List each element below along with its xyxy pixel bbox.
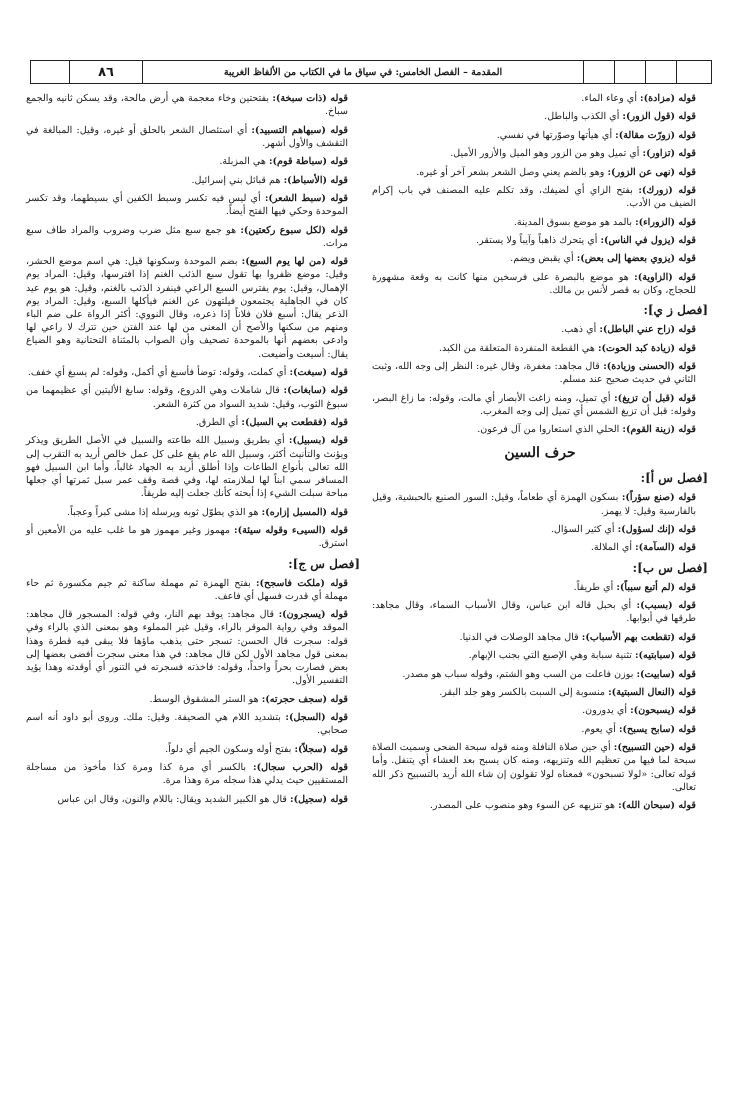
entry-text: أي كثير السؤال. (550, 524, 618, 536)
entry-text: مهموز وغير مهموز هو ما غلب عليه من الأمعين أو استرق. (26, 524, 348, 550)
entry-text: هو الذي يطوّل ثوبه ويرسله إذا مشى كبراً وعجباً. (67, 506, 262, 518)
entry-term: قوله (يزول في الناس): (600, 234, 696, 246)
gloss-entry (372, 668, 708, 681)
entry-term: قوله (لكل سبوع ركعتين): (240, 224, 348, 236)
entry-text: أي يدورون. (582, 705, 631, 717)
entry-text: بفتح الزاي أي لضيفك، وقد تكلم عليه المصنف في باب إكرام الضيف من الأدب. (372, 184, 696, 210)
entry-text: قال مجاهد: مغفرة، وقال غيره: النظر إلى وجه الله، وثبت الثاني في حديث صحيح عند مسلم. (372, 361, 696, 386)
gloss-entry (26, 743, 360, 756)
entry-term: قوله (سابغات): (283, 385, 348, 397)
entry-term: قوله (السجل): (285, 711, 348, 723)
entry-term: قوله (يسبحون): (630, 705, 696, 717)
entry-text: هو موضع بالبصرة على فرسخين منها كانت به وقعة مشهورة للحجاج، وكان به قصر لأنس بن مالك. (372, 271, 696, 296)
gloss-entry (26, 416, 360, 429)
gloss-entry (372, 686, 708, 699)
entry-text: هو جمع سبع مثل ضرب وضروب والمراد طاف سبع مرات. (26, 224, 348, 249)
gloss-entry (26, 155, 360, 168)
gloss-entry (26, 174, 360, 187)
entry-text: أي كملت، وقوله: توضأ فأسبغ أي أكمل، وقوله: لم يسبغ أي خفف. (27, 366, 290, 378)
entry-text: أي وعاء الماء. (581, 93, 641, 104)
gloss-entry (26, 384, 360, 410)
gloss-entry (372, 599, 708, 625)
header-cell-empty (584, 61, 615, 83)
gloss-entry (372, 271, 708, 297)
gloss-entry (372, 129, 708, 142)
entry-term: قوله (تزاور): (642, 148, 696, 160)
gloss-entry (372, 147, 708, 160)
entry-text: أي هيأتها وصوّرتها في نفسي. (496, 129, 616, 141)
entry-term: قوله (سباطة قوم): (268, 156, 348, 168)
page-number: ٨٦ (70, 61, 143, 83)
header-cell-empty (31, 61, 70, 83)
gloss-entry (372, 360, 708, 386)
entry-text: بتشديد اللام هي الصحيفة. وقيل: ملك. وروى أبو داود أنه اسم صحابي. (26, 711, 348, 737)
entry-term: قوله (من لها يوم السبع): (241, 256, 348, 268)
entry-term: قوله (ملكت فاسجح): (255, 577, 348, 589)
entry-text: بفتح الهمزة ثم مهملة ساكنة ثم جيم مكسورة ثم حاء مهملة أي قدرت فسهل أي فاعف. (26, 577, 348, 602)
entry-term: قوله (الزاوية): (634, 271, 696, 283)
entry-term: قوله (قول الزور): (622, 111, 696, 123)
entry-text: بوزن فاعلت من السب وهو الشتم، وقوله سباب هو مصدر. (402, 668, 637, 680)
gloss-entry (26, 608, 360, 687)
entry-term: قوله (تقطعت بهم الأسباب): (581, 631, 696, 643)
section-heading: [فصل ز ي]: (643, 303, 708, 318)
gloss-entry (26, 524, 360, 550)
entry-text: قال هو الكبير الشديد ويقال: باللام والنون، وقال ابن عباس (57, 793, 291, 805)
entry-term: قوله (زاح عني الباطل): (599, 324, 696, 336)
gloss-entry (26, 506, 360, 519)
entry-text: أي طريقاً. (573, 581, 617, 593)
entry-term: قوله (زيادة كبد الحوت): (597, 342, 696, 354)
entry-text: أي تميل، ومنه زاغت الأبصار أي مالت، وقوله: ما زاغ البصر، وقوله: قبل أن تزيغ الشمس أي تميل إلى وجه المغرب. (372, 392, 696, 417)
gloss-entry (372, 491, 708, 517)
gloss-entry (372, 799, 708, 812)
entry-term: قوله (الحرب سجال): (253, 761, 348, 773)
entry-term: قوله (سبهاهم التسبيد): (251, 124, 348, 136)
entry-term: قوله (حين التسبيح): (613, 742, 696, 754)
section-heading: [فصل س ب]: (632, 560, 708, 575)
gloss-entry (372, 704, 708, 717)
header-cell-empty (646, 61, 677, 83)
gloss-entry (372, 110, 708, 123)
gloss-entry (372, 184, 708, 210)
entry-term: قوله (قبل أن تزيغ): (614, 392, 696, 404)
gloss-entry (372, 741, 708, 794)
entry-term: قوله (سبابتيه): (634, 650, 696, 662)
entry-list (372, 491, 708, 554)
entry-term: قوله (سجف حجرته): (261, 693, 348, 705)
gloss-entry (372, 252, 708, 265)
header-cell-empty (615, 61, 646, 83)
gloss-entry (26, 434, 360, 500)
entry-list (372, 92, 708, 297)
entry-term: قوله (ذات سبخة): (272, 93, 349, 104)
entry-text: أي حين صلاة النافلة ومنه قوله سبحة الضحى وسميت الصلاة سبحة لما فيها من تعظيم الله وتنزيهه، ومنه كان يسبح بعد العشاء أي يتنفل. وأما قوله تعالى: «لولا تسبحون» فمعناه لولا تقولون إن شاء الله أريد بالتسبيح ذكر الله تعالى. (372, 742, 696, 793)
gloss-entry (26, 124, 360, 150)
section-heading: [فصل س أ]: (640, 471, 708, 486)
entry-term: قوله (السيىء وقوله سيئة): (234, 524, 348, 536)
gloss-entry (26, 793, 360, 806)
entry-term: قوله (الحسنى وزيادة): (603, 361, 696, 373)
gloss-entry (26, 366, 360, 379)
entry-term: قوله (زورك): (638, 184, 696, 196)
entry-text: هي القطعة المنفردة المتعلقة من الكبد. (438, 342, 598, 354)
gloss-entry (26, 224, 360, 250)
letter-heading: حرف السين (504, 445, 576, 462)
gloss-entry (372, 392, 708, 418)
entry-term: قوله (سبغت): (289, 366, 348, 378)
entry-text: هم قبائل بني إسرائيل. (191, 174, 284, 186)
entry-text: منسوبة إلى السبت بالكسر وهو جلد البقر. (439, 687, 609, 699)
entry-term: قوله (يزوي بعضها إلى بعض): (576, 253, 696, 265)
gloss-entry (26, 192, 360, 218)
entry-text: بضم الموحدة وسكونها قيل: هي اسم موضع الحشر، وقيل: موضع ظفروا بها تقول سبع الذئب الغنم إذا افترسها، وقيل: المراد يوم الإهمال، وقيل: يوم يفترس السبع الراعي فينفرد الذئب بالغنم، وقيل: هو يوم عيد كان في الجاهلية يجتمعون فيلتهون عن الغنم فيأكلها السبع، وقيل: المراد يوم الذعر يقال: أسبع فلان فلاناً إذا ذعره، وقال النووي: أكثر الرواة على ضم الباء ومنهم من سكنها والأصح أن المعنى من لها عند الفتن حين تترك لا راعي لها وادعى بعضهم أنها بالموحدة تصحيف وأن الصواب بالمثناة التحتانية وهو الضياع يقال: أسيعت وأضيعت. (26, 256, 348, 360)
entry-list (372, 581, 708, 813)
entry-text: أي ليس فيه تكسر وسبط الكفين أي بسيطهما، وقد تكسر الموحدة وحكي فيها الفتح أيضاً. (26, 192, 348, 218)
entry-term: قوله (نهى عن الزور): (607, 166, 696, 178)
gloss-entry (372, 92, 708, 105)
entry-text: أي بطريق وسبيل الله طاعته والسبيل في الأصل الطريق ويذكر ويؤنث والتأنيث أكثر، وسبيل الله عام يقع على كل عمل خالص أريد به التقرب إلى الله تعالى بأنواع الطاعات وإذا أطلق أريد به الجهاد غالباً، وأما ابن السبيل فهو المسافر سمي ابناً لها لملازمته لها، وفي قصة وقف عمر سبل ثمرتها أي جعلها مباحة سبلت الشيء إذا أبحته كأنك جعلت إليه طريقاً. (26, 435, 348, 500)
entry-text: أي يعوم. (581, 723, 619, 735)
entry-text: بالكسر أي مرة كذا ومرة كذا مأخوذ من مساجلة المستقيين حيث يدلي هذا سجله مرة وهذا مرة. (26, 761, 348, 787)
entry-text: قال مجاهد: يوقد بهم النار، وفي قوله: المسجور قال مجاهد: الموقد وفي رواية الموقر بالراء، وقيل غير المملوء وهو بمعنى الذي بالراء وفي قوله: سجرت قال الحسن: تسجر حتى يذهب ماؤها فلا يبقى فيه قطرة وهذا بمعنى قول مجاهد الأول لكن قال مجاهد: في هذا معنى سجرت أفضى بعضها إلى بعض فصارت بحراً واحداً، وقوله: فاخذته فسجرته في التنور أي أوقدته وهذا يؤيد التفسير الأول. (26, 609, 348, 687)
entry-term: قوله (سابح يسبح): (618, 723, 696, 735)
gloss-entry (372, 166, 708, 179)
entry-list (26, 92, 360, 550)
gloss-entry (26, 761, 360, 787)
running-header (30, 60, 712, 84)
gloss-entry (26, 711, 360, 737)
entry-text: بفتح أوله وسكون الجيم أي دلواً. (165, 743, 295, 755)
entry-text: أي بحبل قاله ابن عباس، وقال الأسباب السماء، وقال مجاهد: طرقها في أبوابها. (372, 600, 696, 625)
entry-text: أي ذهب. (561, 324, 600, 336)
entry-term: قوله (سجلاً): (294, 743, 348, 755)
entry-text: بالمد هو موضع بسوق المدينة. (513, 216, 636, 228)
entry-text: قال مجاهد الوصلات في الدنيا. (459, 631, 582, 643)
entry-text: وهو بالضم يعني وصل الشعر بشعر آخر أو غيره. (416, 166, 608, 178)
gloss-entry (372, 342, 708, 355)
gloss-entry (372, 541, 708, 554)
entry-term: قوله (السآمة): (635, 542, 696, 554)
gloss-entry (372, 216, 708, 229)
entry-text: هي المزبلة. (219, 156, 269, 168)
gloss-entry (372, 423, 708, 436)
entry-text: أي الكذب والباطل. (544, 111, 623, 123)
entry-term: قوله (بسبيل): (288, 435, 348, 447)
entry-term: قوله (الأسباط): (283, 174, 348, 186)
entry-term: قوله (فقطعت بي السبل): (241, 416, 348, 428)
entry-term: قوله (المسبل إزاره): (261, 506, 348, 518)
entry-term: قوله (سبحان الله): (618, 800, 696, 812)
entry-term: قوله (سجيل): (290, 793, 348, 805)
entry-term: قوله (يسجرون): (278, 609, 348, 621)
entry-text: هو تنزيهه عن السوء وهو منصوب على المصدر. (429, 800, 619, 812)
entry-term: قوله (لم أتبع سبباً): (616, 581, 696, 593)
gloss-entry (372, 523, 708, 536)
entry-text: أي يتحرك ذاهباً وآيباً ولا يستقر. (476, 234, 601, 246)
left-column (26, 92, 360, 811)
header-title: المقدمة – الفصل الخامس: في سياق ما في الكتاب من الألفاظ الغريبة (143, 61, 584, 83)
gloss-entry (26, 693, 360, 706)
entry-text: الحلي الذي استعاروا من آل فرعون. (477, 424, 623, 436)
entry-text: بفتحتين وخاء معجمة هي أرض مالحة، وقد يسكن ثانيه والجمع سباخ. (26, 93, 348, 118)
entry-text: أي الطرق. (195, 416, 242, 428)
entry-term: قوله (زورّت مقالة): (615, 129, 696, 141)
header-cell-empty (677, 61, 711, 83)
entry-text: هو الستر المشقوق الوسط. (149, 693, 262, 705)
entry-list (26, 577, 360, 806)
entry-text: قال شاملات وهي الدروع، وقوله: سابغ الأليتين أي عظيمهما من سبوغ الثوب، وقيل: شديد السواد من كثرة الشعر. (26, 385, 348, 410)
entry-text: بسكون الهمزة أي طعاماً، وقيل: السور الصنيع بالحبشية، وقيل بالفارسية وقيل: لا يهمز. (372, 492, 696, 517)
entry-term: قوله (سابيت): (636, 668, 696, 680)
entry-term: قوله (الزوراء): (635, 216, 696, 228)
section-heading: [فصل س ج]: (288, 556, 360, 571)
right-column (372, 92, 708, 818)
entry-term: قوله (النعال السبتية): (608, 687, 696, 699)
entry-term: قوله (بسبب): (636, 600, 696, 612)
gloss-entry (372, 581, 708, 594)
entry-term: قوله (زينة القوم): (622, 424, 696, 436)
entry-term: قوله (مزادة): (640, 93, 696, 104)
entry-text: أي استئصال الشعر بالحلق أو غيره، وقيل: المبالغة في التقشف والأول أشهر. (26, 124, 348, 149)
entry-text: أي يقبض ويضم. (510, 253, 577, 265)
entry-term: قوله (سبط الشعر): (264, 192, 348, 204)
gloss-entry (26, 92, 360, 118)
entry-term: قوله (صنع سؤراً): (621, 492, 696, 504)
gloss-entry (26, 577, 360, 603)
gloss-entry (372, 631, 708, 644)
gloss-entry (372, 234, 708, 247)
gloss-entry (372, 649, 708, 662)
gloss-entry (372, 723, 708, 736)
gloss-entry (26, 255, 360, 361)
entry-list (372, 323, 708, 436)
entry-text: تثنية سبابة وهي الإصبع التي بجنب الإبهام. (468, 650, 635, 662)
entry-text: أي الملالة. (590, 542, 636, 554)
entry-text: أي تميل وهو من الزور وهو الميل والأزور الأميل. (450, 148, 643, 160)
gloss-entry (372, 323, 708, 336)
entry-term: قوله (إنك لسؤول): (617, 524, 696, 536)
